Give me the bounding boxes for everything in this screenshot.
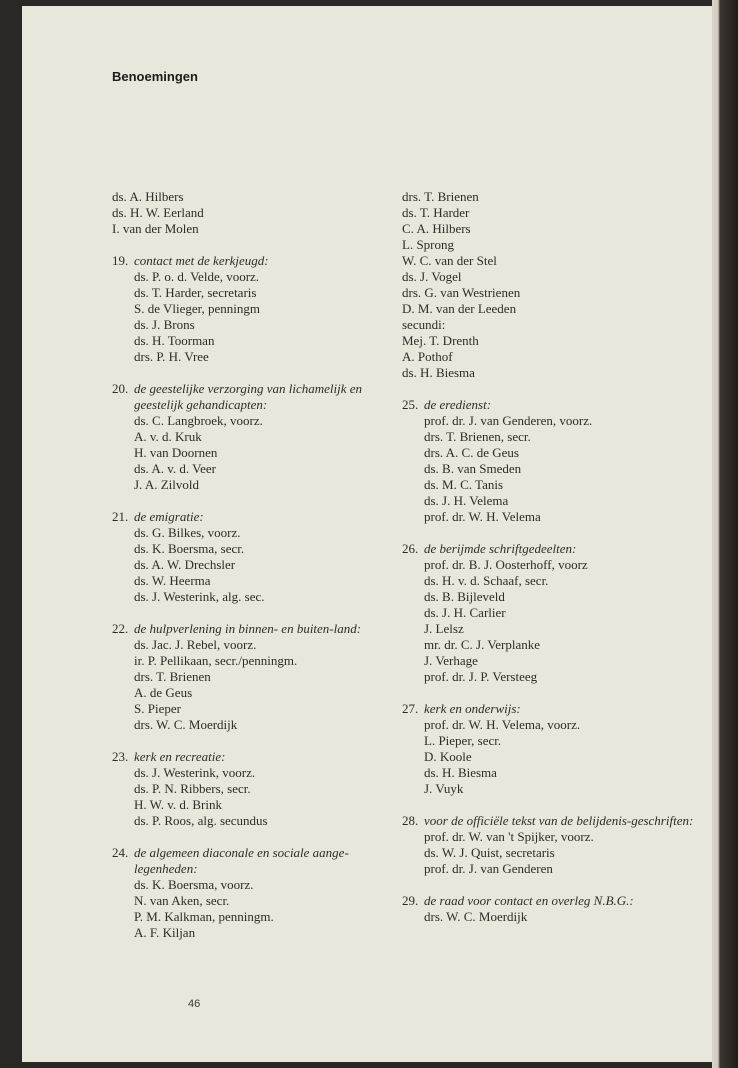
member-line: P. M. Kalkman, penningm. (134, 909, 274, 924)
committee-block (402, 541, 702, 685)
committee-block (402, 397, 702, 525)
member-line: ds. A. Hilbers (112, 189, 184, 204)
committee-block (112, 621, 412, 733)
right-column (402, 189, 702, 941)
member-line: ds. W. Heerma (134, 573, 211, 588)
committee-entry (402, 813, 702, 877)
member-line: A. v. d. Kruk (134, 429, 202, 444)
member-line: drs. T. Brienen (402, 189, 479, 204)
committee-number: 24. (112, 845, 129, 860)
committee-entry (112, 749, 412, 829)
committee-title: de raad voor contact en overleg N.B.G.: (424, 893, 634, 908)
committee-entry (112, 845, 412, 941)
member-line: prof. dr. W. van 't Spijker, voorz. (424, 829, 594, 844)
member-line: ds. T. Harder, secretaris (134, 285, 257, 300)
committee-number: 28. (402, 813, 419, 828)
member-line: ds. G. Bilkes, voorz. (134, 525, 241, 540)
committee-entry (402, 893, 702, 925)
committee-block (112, 381, 412, 493)
committee-entry (112, 509, 412, 605)
member-line: drs. W. C. Moerdijk (424, 909, 528, 924)
committee-entry (112, 189, 412, 237)
committee-title: de geestelijke verzorging van lichamelijk en geestelijk gehandicapten: (134, 381, 363, 412)
committee-number: 19. (112, 253, 129, 268)
running-head: Benoemingen (112, 69, 198, 84)
member-line: ds. J. Westerink, alg. sec. (134, 589, 265, 604)
committee-entry (112, 621, 412, 733)
member-line: ds. P. o. d. Velde, voorz. (134, 269, 260, 284)
member-line: C. A. Hilbers (402, 221, 471, 236)
member-line: drs. T. Brienen (134, 669, 211, 684)
member-line: ds. B. Bijleveld (424, 589, 505, 604)
member-line: ds. B. van Smeden (424, 461, 522, 476)
committee-number: 25. (402, 397, 419, 412)
member-line: prof. dr. W. H. Velema (424, 509, 541, 524)
committee-title: voor de officiële tekst van de belijdenis-geschriften: (424, 813, 694, 828)
committee-number: 27. (402, 701, 419, 716)
committee-number: 22. (112, 621, 129, 636)
member-line: ds. H. v. d. Schaaf, secr. (424, 573, 549, 588)
member-line: L. Pieper, secr. (424, 733, 502, 748)
committee-block (112, 749, 412, 829)
committee-title: kerk en onderwijs: (424, 701, 521, 716)
committee-entry (402, 541, 702, 685)
member-line: prof. dr. J. van Genderen (424, 861, 553, 876)
committee-entry (402, 701, 702, 797)
member-line: D. M. van der Leeden (402, 301, 517, 316)
member-line: J. Lelsz (424, 621, 464, 636)
committee-block (402, 189, 702, 381)
committee-entry (112, 253, 412, 365)
member-line: ds. J. Westerink, voorz. (134, 765, 256, 780)
member-line: H. W. v. d. Brink (134, 797, 222, 812)
committee-title: contact met de kerkjeugd: (134, 253, 269, 268)
member-line: secundi: (402, 317, 446, 332)
book-spine-edge (712, 0, 738, 1068)
member-line: L. Sprong (402, 237, 454, 252)
committee-block (112, 189, 412, 237)
member-line: drs. P. H. Vree (134, 349, 209, 364)
member-line: ds. P. Roos, alg. secundus (134, 813, 268, 828)
committee-title: de berijmde schriftgedeelten: (424, 541, 577, 556)
member-line: ds. A. W. Drechsler (134, 557, 236, 572)
member-line: ir. P. Pellikaan, secr./penningm. (134, 653, 298, 668)
committee-number: 26. (402, 541, 419, 556)
committee-block (112, 253, 412, 365)
committee-entry (112, 381, 412, 493)
committee-number: 29. (402, 893, 419, 908)
committee-number: 23. (112, 749, 129, 764)
member-line: ds. A. v. d. Veer (134, 461, 216, 476)
member-line: ds. J. Vogel (402, 269, 462, 284)
committee-title: de algemeen diaconale en sociale aange-legenheden: (134, 845, 349, 876)
member-line: prof. dr. B. J. Oosterhoff, voorz (424, 557, 588, 572)
page-number: 46 (188, 998, 201, 1010)
member-line: A. de Geus (134, 685, 193, 700)
member-line: prof. dr. J. van Genderen, voorz. (424, 413, 593, 428)
member-line: J. Vuyk (424, 781, 464, 796)
member-line: ds. K. Boersma, voorz. (134, 877, 254, 892)
committee-block (112, 845, 412, 941)
member-line: ds. K. Boersma, secr. (134, 541, 245, 556)
member-line: S. de Vlieger, penningm (134, 301, 260, 316)
member-line: J. A. Zilvold (134, 477, 200, 492)
committee-number: 21. (112, 509, 129, 524)
member-line: S. Pieper (134, 701, 181, 716)
member-line: ds. H. Biesma (402, 365, 475, 380)
committee-block (402, 813, 702, 877)
member-line: I. van der Molen (112, 221, 199, 236)
member-line: ds. Jac. J. Rebel, voorz. (134, 637, 257, 652)
member-line: D. Koole (424, 749, 472, 764)
member-line: W. C. van der Stel (402, 253, 497, 268)
committee-block (402, 893, 702, 925)
member-line: A. Pothof (402, 349, 453, 364)
member-line: ds. C. Langbroek, voorz. (134, 413, 263, 428)
member-line: drs. A. C. de Geus (424, 445, 519, 460)
committee-block (402, 701, 702, 797)
committee-entry (402, 189, 702, 381)
member-line: drs. G. van Westrienen (402, 285, 521, 300)
member-line: ds. J. H. Carlier (424, 605, 506, 620)
member-line: drs. W. C. Moerdijk (134, 717, 238, 732)
member-line: J. Verhage (424, 653, 478, 668)
member-line: ds. T. Harder (402, 205, 470, 220)
member-line: prof. dr. W. H. Velema, voorz. (424, 717, 581, 732)
committee-number: 20. (112, 381, 129, 396)
member-line: ds. W. J. Quist, secretaris (424, 845, 555, 860)
member-line: ds. H. Biesma (424, 765, 497, 780)
member-line: prof. dr. J. P. Versteeg (424, 669, 538, 684)
member-line: N. van Aken, secr. (134, 893, 230, 908)
committee-entry (402, 397, 702, 525)
committee-title: de eredienst: (424, 397, 492, 412)
member-line: ds. M. C. Tanis (424, 477, 504, 492)
member-line: ds. H. Toorman (134, 333, 215, 348)
member-line: drs. T. Brienen, secr. (424, 429, 531, 444)
member-line: mr. dr. C. J. Verplanke (424, 637, 541, 652)
member-line: ds. P. N. Ribbers, secr. (134, 781, 251, 796)
committee-title: kerk en recreatie: (134, 749, 226, 764)
member-line: ds. J. Brons (134, 317, 195, 332)
member-line: ds. J. H. Velema (424, 493, 509, 508)
left-column (112, 189, 412, 957)
member-line: Mej. T. Drenth (402, 333, 479, 348)
committee-block (112, 509, 412, 605)
member-line: A. F. Kiljan (134, 925, 196, 940)
committee-title: de hulpverlening in binnen- en buiten-land: (134, 621, 362, 636)
member-line: ds. H. W. Eerland (112, 205, 204, 220)
committee-title: de emigratie: (134, 509, 204, 524)
member-line: H. van Doornen (134, 445, 218, 460)
